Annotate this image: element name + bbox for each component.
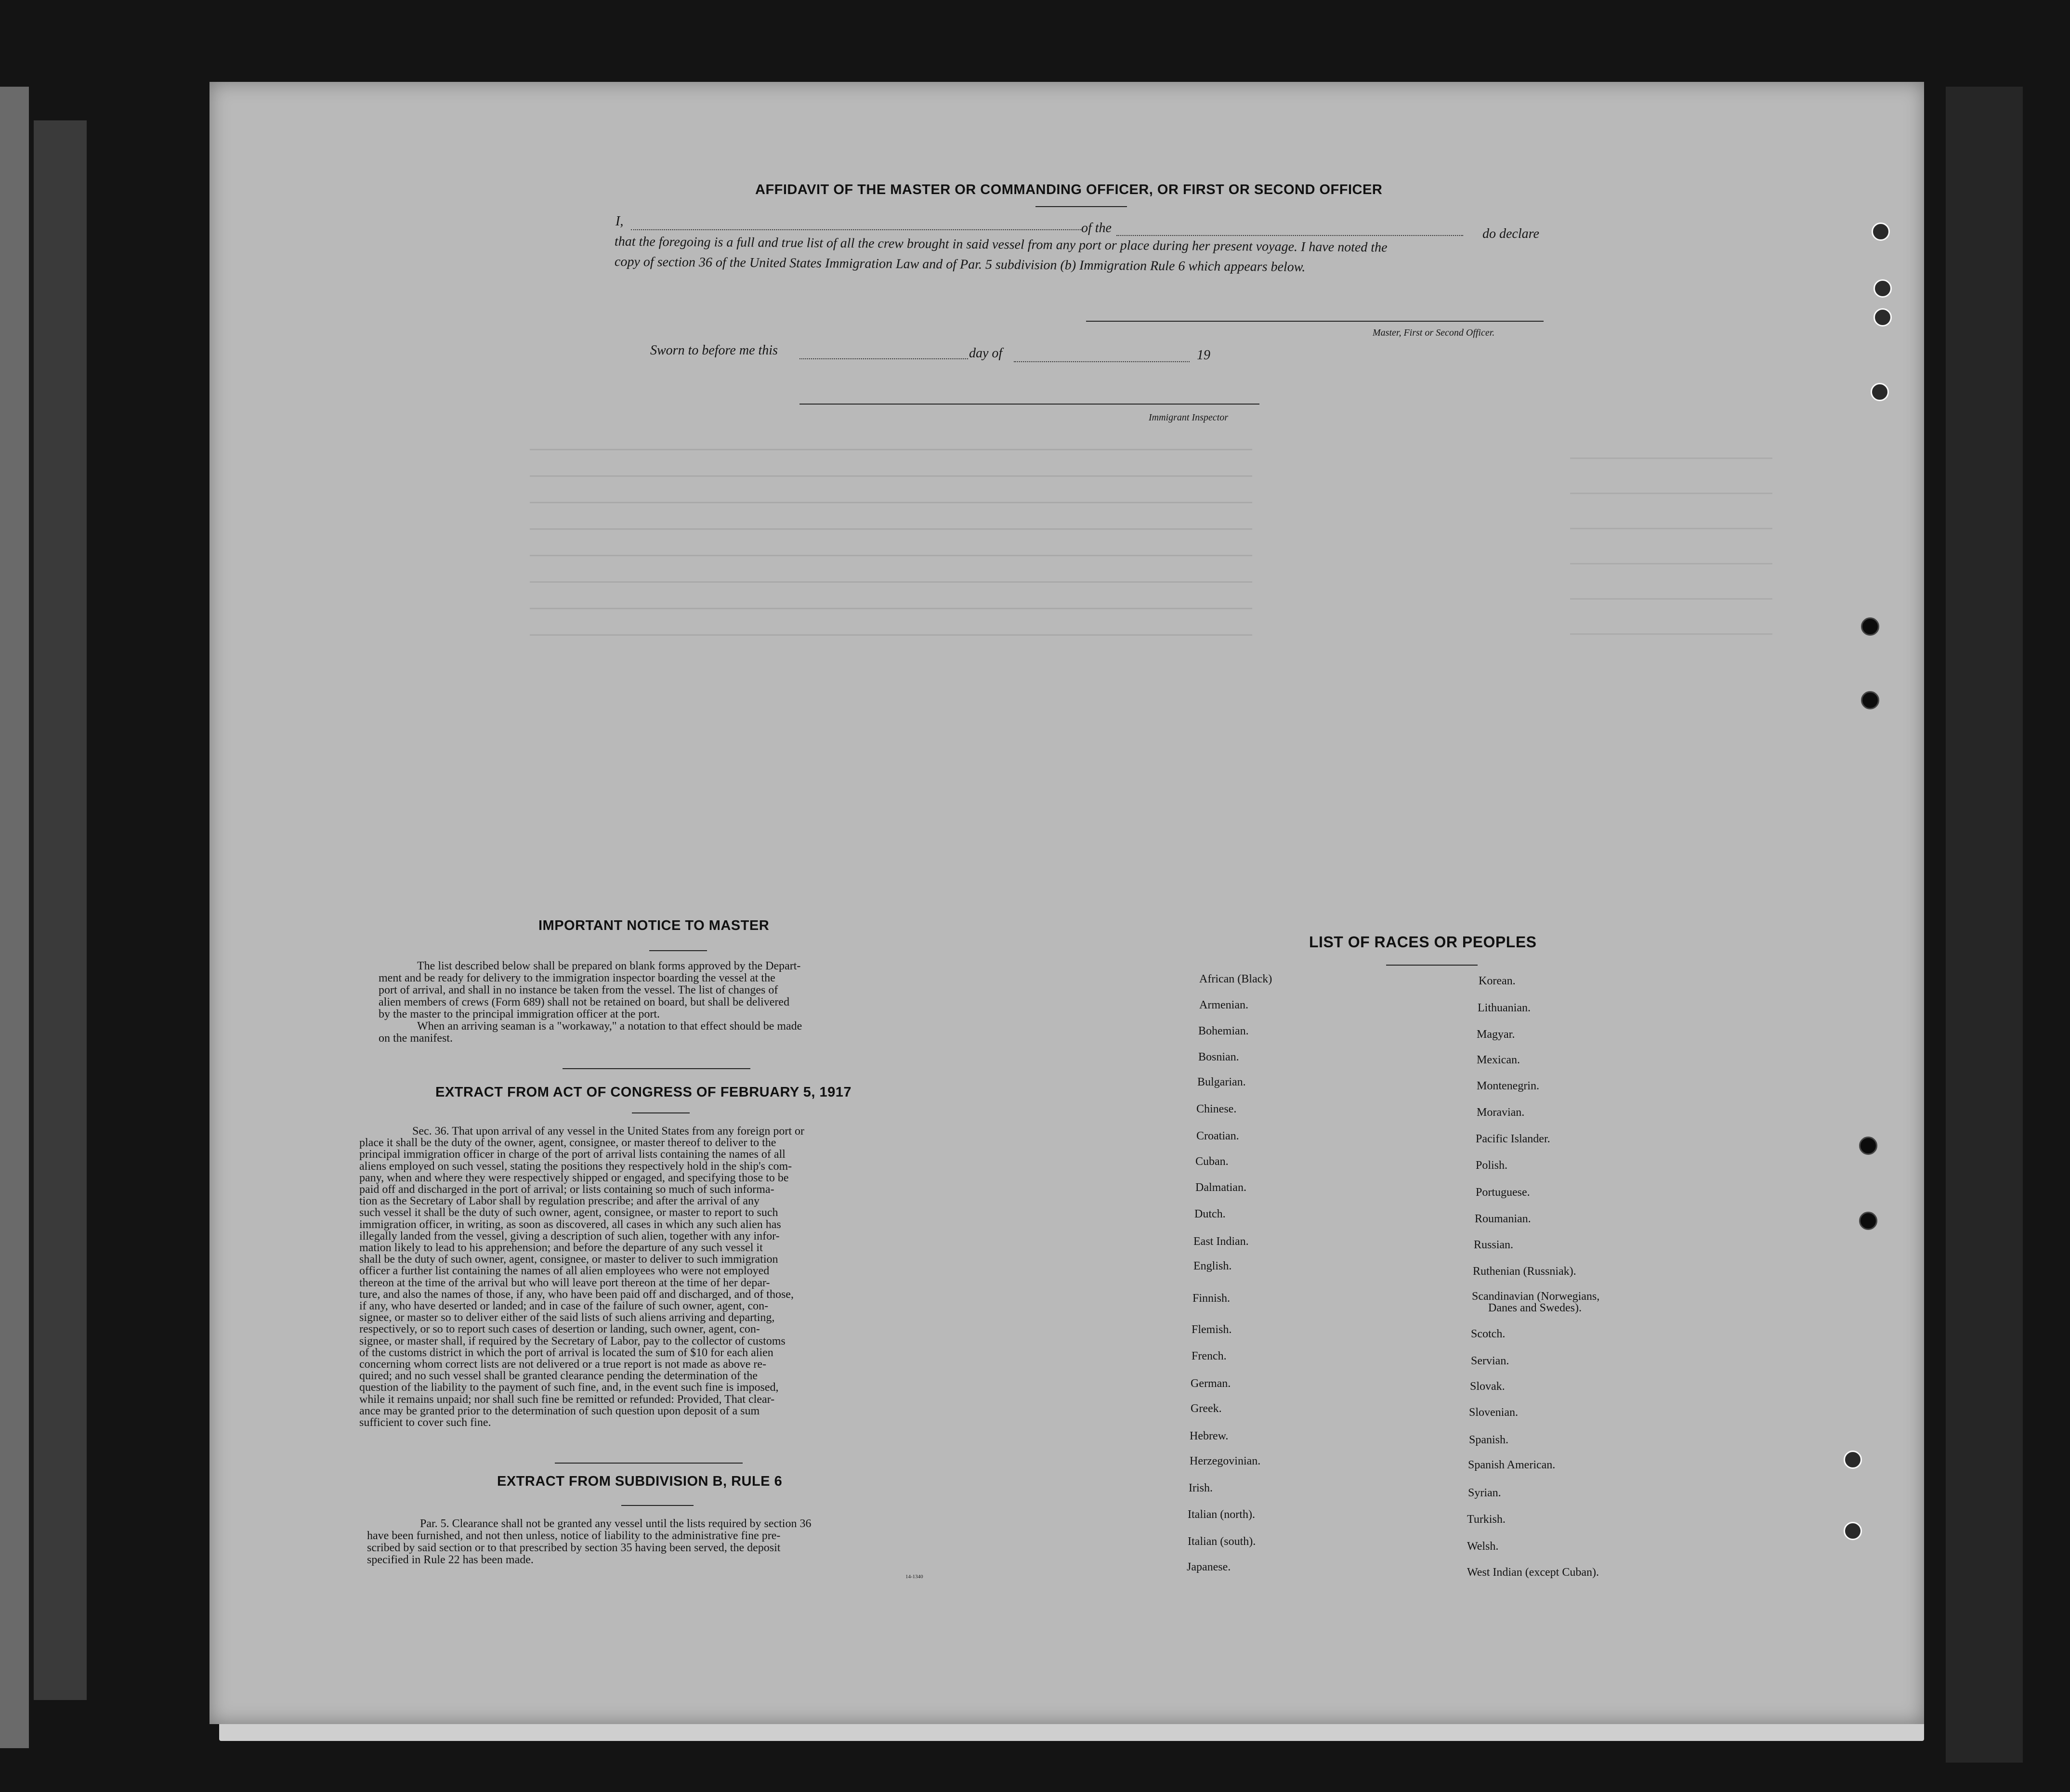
extract-act-body [359, 1125, 937, 1428]
race-right-item: Slovenian. [1469, 1406, 1518, 1419]
punch-hole [1844, 1451, 1862, 1469]
notice-line: When an arriving seaman is a "workaway," a notation to that effect should be made [417, 1020, 802, 1033]
punch-hole [1859, 1212, 1877, 1230]
extract-act-title: EXTRACT FROM ACT OF CONGRESS OF FEBRUARY 5, 1917 [435, 1085, 852, 1100]
binder-right [1946, 87, 2023, 1763]
race-right-item: Turkish. [1467, 1513, 1506, 1526]
race-right-item: Lithuanian. [1478, 1002, 1531, 1014]
notice-line: alien members of crews (Form 689) shall not be retained on board, but shall be delivered [379, 996, 790, 1008]
race-right-item: Syrian. [1468, 1487, 1501, 1499]
notice-title: IMPORTANT NOTICE TO MASTER [538, 918, 770, 933]
race-right-item: West Indian (except Cuban). [1467, 1566, 1599, 1579]
race-left-item: Italian (north). [1188, 1508, 1255, 1521]
act-line: of the customs district in which the port of arrival is located the sum of $10 for each alien [359, 1346, 773, 1359]
rule-line: have been furnished, and not then unless, notice of liability to the administrative fine pre- [367, 1530, 781, 1542]
race-left-item: Greek. [1191, 1402, 1222, 1415]
race-left-item: Japanese. [1187, 1561, 1231, 1573]
divider [1035, 206, 1127, 207]
race-left-item: Croatian. [1196, 1130, 1239, 1142]
divider [563, 1068, 750, 1069]
race-left-item: East Indian. [1193, 1235, 1249, 1248]
races-title: LIST OF RACES OR PEOPLES [1309, 933, 1537, 951]
race-right-item: Polish. [1476, 1159, 1508, 1172]
race-right-item: Magyar. [1477, 1028, 1515, 1041]
punch-hole [1871, 383, 1889, 401]
act-line: aliens employed on such vessel, stating the positions they respectively hold in the ship's com- [359, 1160, 792, 1173]
act-line: tion as the Secretary of Labor shall by regulation prescribe; and after the arrival of any [359, 1195, 760, 1208]
rule-line: Par. 5. Clearance shall not be granted any vessel until the lists required by section 36 [420, 1517, 812, 1530]
act-line: mation likely to lead to his apprehension; and before the departure of any such vessel it [359, 1242, 763, 1255]
act-line: paid off and discharged in the port of arrival; or lists containing so much of such informa- [359, 1183, 774, 1196]
punch-hole [1859, 1137, 1877, 1155]
affidavit-title: AFFIDAVIT OF THE MASTER OR COMMANDING OFFICER, OR FIRST OR SECOND OFFICER [755, 182, 1383, 197]
punch-hole [1861, 691, 1879, 709]
act-line: shall be the duty of such owner, agent, consignee, or master to deliver to such immigration [359, 1253, 778, 1266]
divider [1386, 965, 1478, 966]
punch-hole [1872, 222, 1890, 241]
master-signature-line [1086, 321, 1544, 322]
race-right-item: Roumanian. [1475, 1213, 1531, 1225]
race-right-item: Scandinavian (Norwegians, [1472, 1290, 1600, 1303]
act-line: if any, who have deserted or landed; and in case of the failure of such owner, agent, con- [359, 1300, 769, 1313]
manifest-page [210, 82, 1924, 1724]
race-left-item: Cuban. [1195, 1155, 1229, 1168]
vessel-blank [1116, 235, 1463, 236]
race-left-item: Flemish. [1192, 1323, 1232, 1336]
race-left-item: Dutch. [1194, 1208, 1226, 1220]
race-right-item: Spanish. [1469, 1434, 1509, 1446]
race-right-item: Korean. [1479, 975, 1516, 987]
extract-rule-body [367, 1518, 950, 1566]
act-line: ture, and also the names of those, if any, who have been paid off and discharged, and of those, [359, 1288, 794, 1301]
act-line: respectively, or so to report such cases of desertion or landing, such owner, agent, con- [359, 1323, 760, 1336]
race-left-item: Bulgarian. [1197, 1076, 1246, 1088]
notice-line: on the manifest. [379, 1032, 453, 1045]
act-line: pany, when and where they were respectively shipped or engaged, and specifying those to be [359, 1171, 789, 1184]
notice-line: ment and be ready for delivery to the immigration inspector boarding the vessel at the [379, 972, 775, 984]
act-line: signee, or master so to deliver either of the said lists of such aliens arriving and departing, [359, 1311, 775, 1324]
race-left-item: Italian (south). [1188, 1535, 1256, 1548]
act-line: illegally landed from the vessel, giving a description of such alien, together with any infor- [359, 1230, 780, 1243]
race-left-item: African (Black) [1199, 973, 1272, 985]
race-right-item: Portuguese. [1476, 1186, 1530, 1199]
punch-hole [1873, 308, 1892, 327]
race-left-item: German. [1191, 1377, 1231, 1390]
affidavit-line-3: copy of section 36 of the United States Immigration Law and of Par. 5 subdivision (b) Immigration Rule 6 which appears below. [614, 254, 1306, 275]
race-right-item: Mexican. [1477, 1054, 1520, 1066]
sworn-text: Sworn to before me this [650, 343, 778, 358]
divider [649, 950, 707, 951]
rule-line: scribed by said section or to that prescribed by section 35 having been served, the deposit [367, 1542, 781, 1554]
binder-left [34, 120, 87, 1700]
act-line: while it remains unpaid; nor shall such fine be remitted or refunded: Provided, That clear- [359, 1393, 775, 1406]
race-right-item: Scotch. [1471, 1328, 1506, 1340]
act-line: question of the liability to the payment of such fine, and, in the event such fine is imposed, [359, 1381, 779, 1394]
race-left-item: Finnish. [1192, 1292, 1231, 1305]
act-line: Sec. 36. That upon arrival of any vessel in the United States from any foreign port or [412, 1125, 805, 1138]
affidavit-declare: do declare [1482, 226, 1539, 241]
notice-line: The list described below shall be prepared on blank forms approved by the Depart- [417, 960, 801, 972]
race-right-item: Moravian. [1477, 1106, 1525, 1119]
race-right-item: Danes and Swedes). [1488, 1302, 1582, 1314]
race-right-item: Slovak. [1470, 1380, 1505, 1393]
race-left-item: Herzegovinian. [1190, 1455, 1261, 1467]
sworn-day-blank [799, 358, 968, 359]
month-blank [1014, 361, 1190, 362]
act-line: concerning whom correct lists are not delivered or a true report is not made as above re- [359, 1358, 767, 1371]
race-left-item: Hebrew. [1190, 1430, 1229, 1442]
year-prefix: 19 [1197, 348, 1210, 363]
punch-hole [1861, 617, 1879, 636]
race-left-item: Armenian. [1199, 999, 1248, 1011]
race-left-item: Chinese. [1196, 1103, 1237, 1115]
divider [621, 1505, 694, 1506]
notice-line: port of arrival, and shall in no instance be taken from the vessel. The list of changes of [379, 984, 778, 996]
act-line: immigration officer, in writing, as soon as discovered, all cases in which any such alien has [359, 1218, 781, 1231]
affidavit-of-the: of the [1081, 221, 1112, 235]
race-left-item: Bohemian. [1198, 1025, 1249, 1037]
race-right-item: Servian. [1471, 1355, 1509, 1367]
race-right-item: Spanish American. [1468, 1459, 1556, 1471]
divider [555, 1463, 743, 1464]
race-left-item: English. [1193, 1260, 1232, 1272]
act-line: such vessel it shall be the duty of such owner, agent, consignee, or master to report to such [359, 1206, 778, 1219]
master-signature-label: Master, First or Second Officer. [1373, 327, 1495, 338]
race-right-item: Ruthenian (Russniak). [1473, 1265, 1576, 1278]
inspector-signature-line [799, 404, 1259, 405]
affidavit-i: I, [616, 214, 624, 229]
inspector-label: Immigrant Inspector [1149, 412, 1228, 423]
act-line: sufficient to cover such fine. [359, 1416, 491, 1429]
affidavit-line-2: that the foregoing is a full and true list of all the crew brought in said vessel from any port or place during her present voyage. I have noted the [614, 234, 1388, 255]
notice-line: by the master to the principal immigration officer at the port. [379, 1008, 660, 1020]
race-right-item: Montenegrin. [1477, 1080, 1539, 1092]
punch-hole [1844, 1522, 1862, 1540]
act-line: officer a further list containing the names of all alien employees who were not employed [359, 1265, 770, 1278]
form-number: 14-1340 [905, 1574, 923, 1580]
act-line: signee, or master shall, if required by the Secretary of Labor, pay to the collector of customs [359, 1334, 786, 1347]
rule-line: specified in Rule 22 has been made. [367, 1554, 534, 1566]
binder-strip [0, 87, 29, 1748]
race-right-item: Welsh. [1467, 1540, 1499, 1553]
divider [632, 1112, 690, 1113]
act-line: quired; and no such vessel shall be granted clearance pending the determination of the [359, 1370, 758, 1383]
extract-rule-title: EXTRACT FROM SUBDIVISION B, RULE 6 [497, 1474, 783, 1489]
race-left-item: Irish. [1189, 1482, 1213, 1494]
day-of-text: day of [969, 346, 1003, 361]
notice-body [379, 960, 942, 1045]
act-line: ance may be granted prior to the determination of such question upon deposit of a sum [359, 1404, 760, 1417]
act-line: thereon at the time of the arrival but who will leave port thereon at the time of her depar- [359, 1276, 770, 1289]
race-left-item: Dalmatian. [1195, 1181, 1246, 1194]
act-line: place it shall be the duty of the owner, agent, consignee, or master thereof to deliver to the [359, 1137, 776, 1150]
name-blank [631, 229, 1081, 230]
race-right-item: Pacific Islander. [1476, 1133, 1550, 1145]
punch-hole [1873, 279, 1892, 298]
race-right-item: Russian. [1474, 1239, 1514, 1251]
race-left-item: Bosnian. [1198, 1051, 1239, 1063]
act-line: principal immigration officer in charge of the port of arrival lists containing the names of all [359, 1148, 786, 1161]
race-left-item: French. [1192, 1350, 1227, 1362]
